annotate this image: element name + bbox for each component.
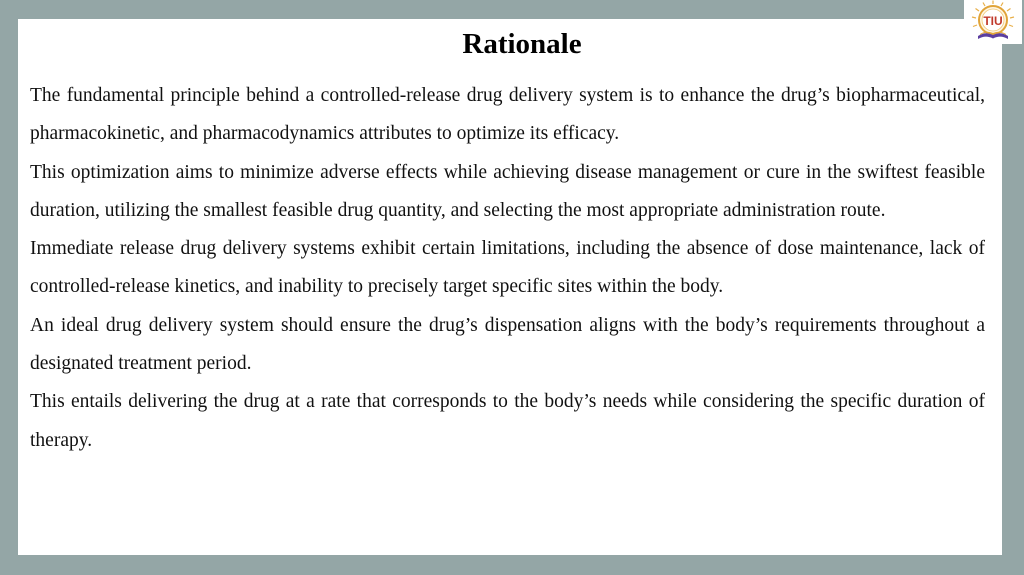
logo-text: TIU <box>983 14 1003 28</box>
paragraph: This optimization aims to minimize adverse effects while achieving disease management or cure in the swiftest feasible duration, utilizing the smallest feasible drug quantity, and selecting the most appropriate administration route. <box>30 161 985 221</box>
paragraph: Immediate release drug delivery systems exhibit certain limitations, including the absence of dose maintenance, lack of controlled-release kinetics, and inability to precisely target specific sites within the body. <box>30 238 985 298</box>
paragraph: The fundamental principle behind a controlled-release drug delivery system is to enhance the drug’s biopharmaceutical, pharmacokinetic, and pharmacodynamics attributes to optimize its efficacy. <box>30 85 985 145</box>
page-title: Rationale <box>462 28 582 60</box>
slide-body <box>30 77 985 460</box>
paragraph: An ideal drug delivery system should ensure the drug’s dispensation aligns with the body’s requirements throughout a designated treatment period. <box>30 314 985 375</box>
paragraph: This entails delivering the drug at a rate that corresponds to the body’s needs while considering the specific duration of therapy. <box>30 391 985 451</box>
